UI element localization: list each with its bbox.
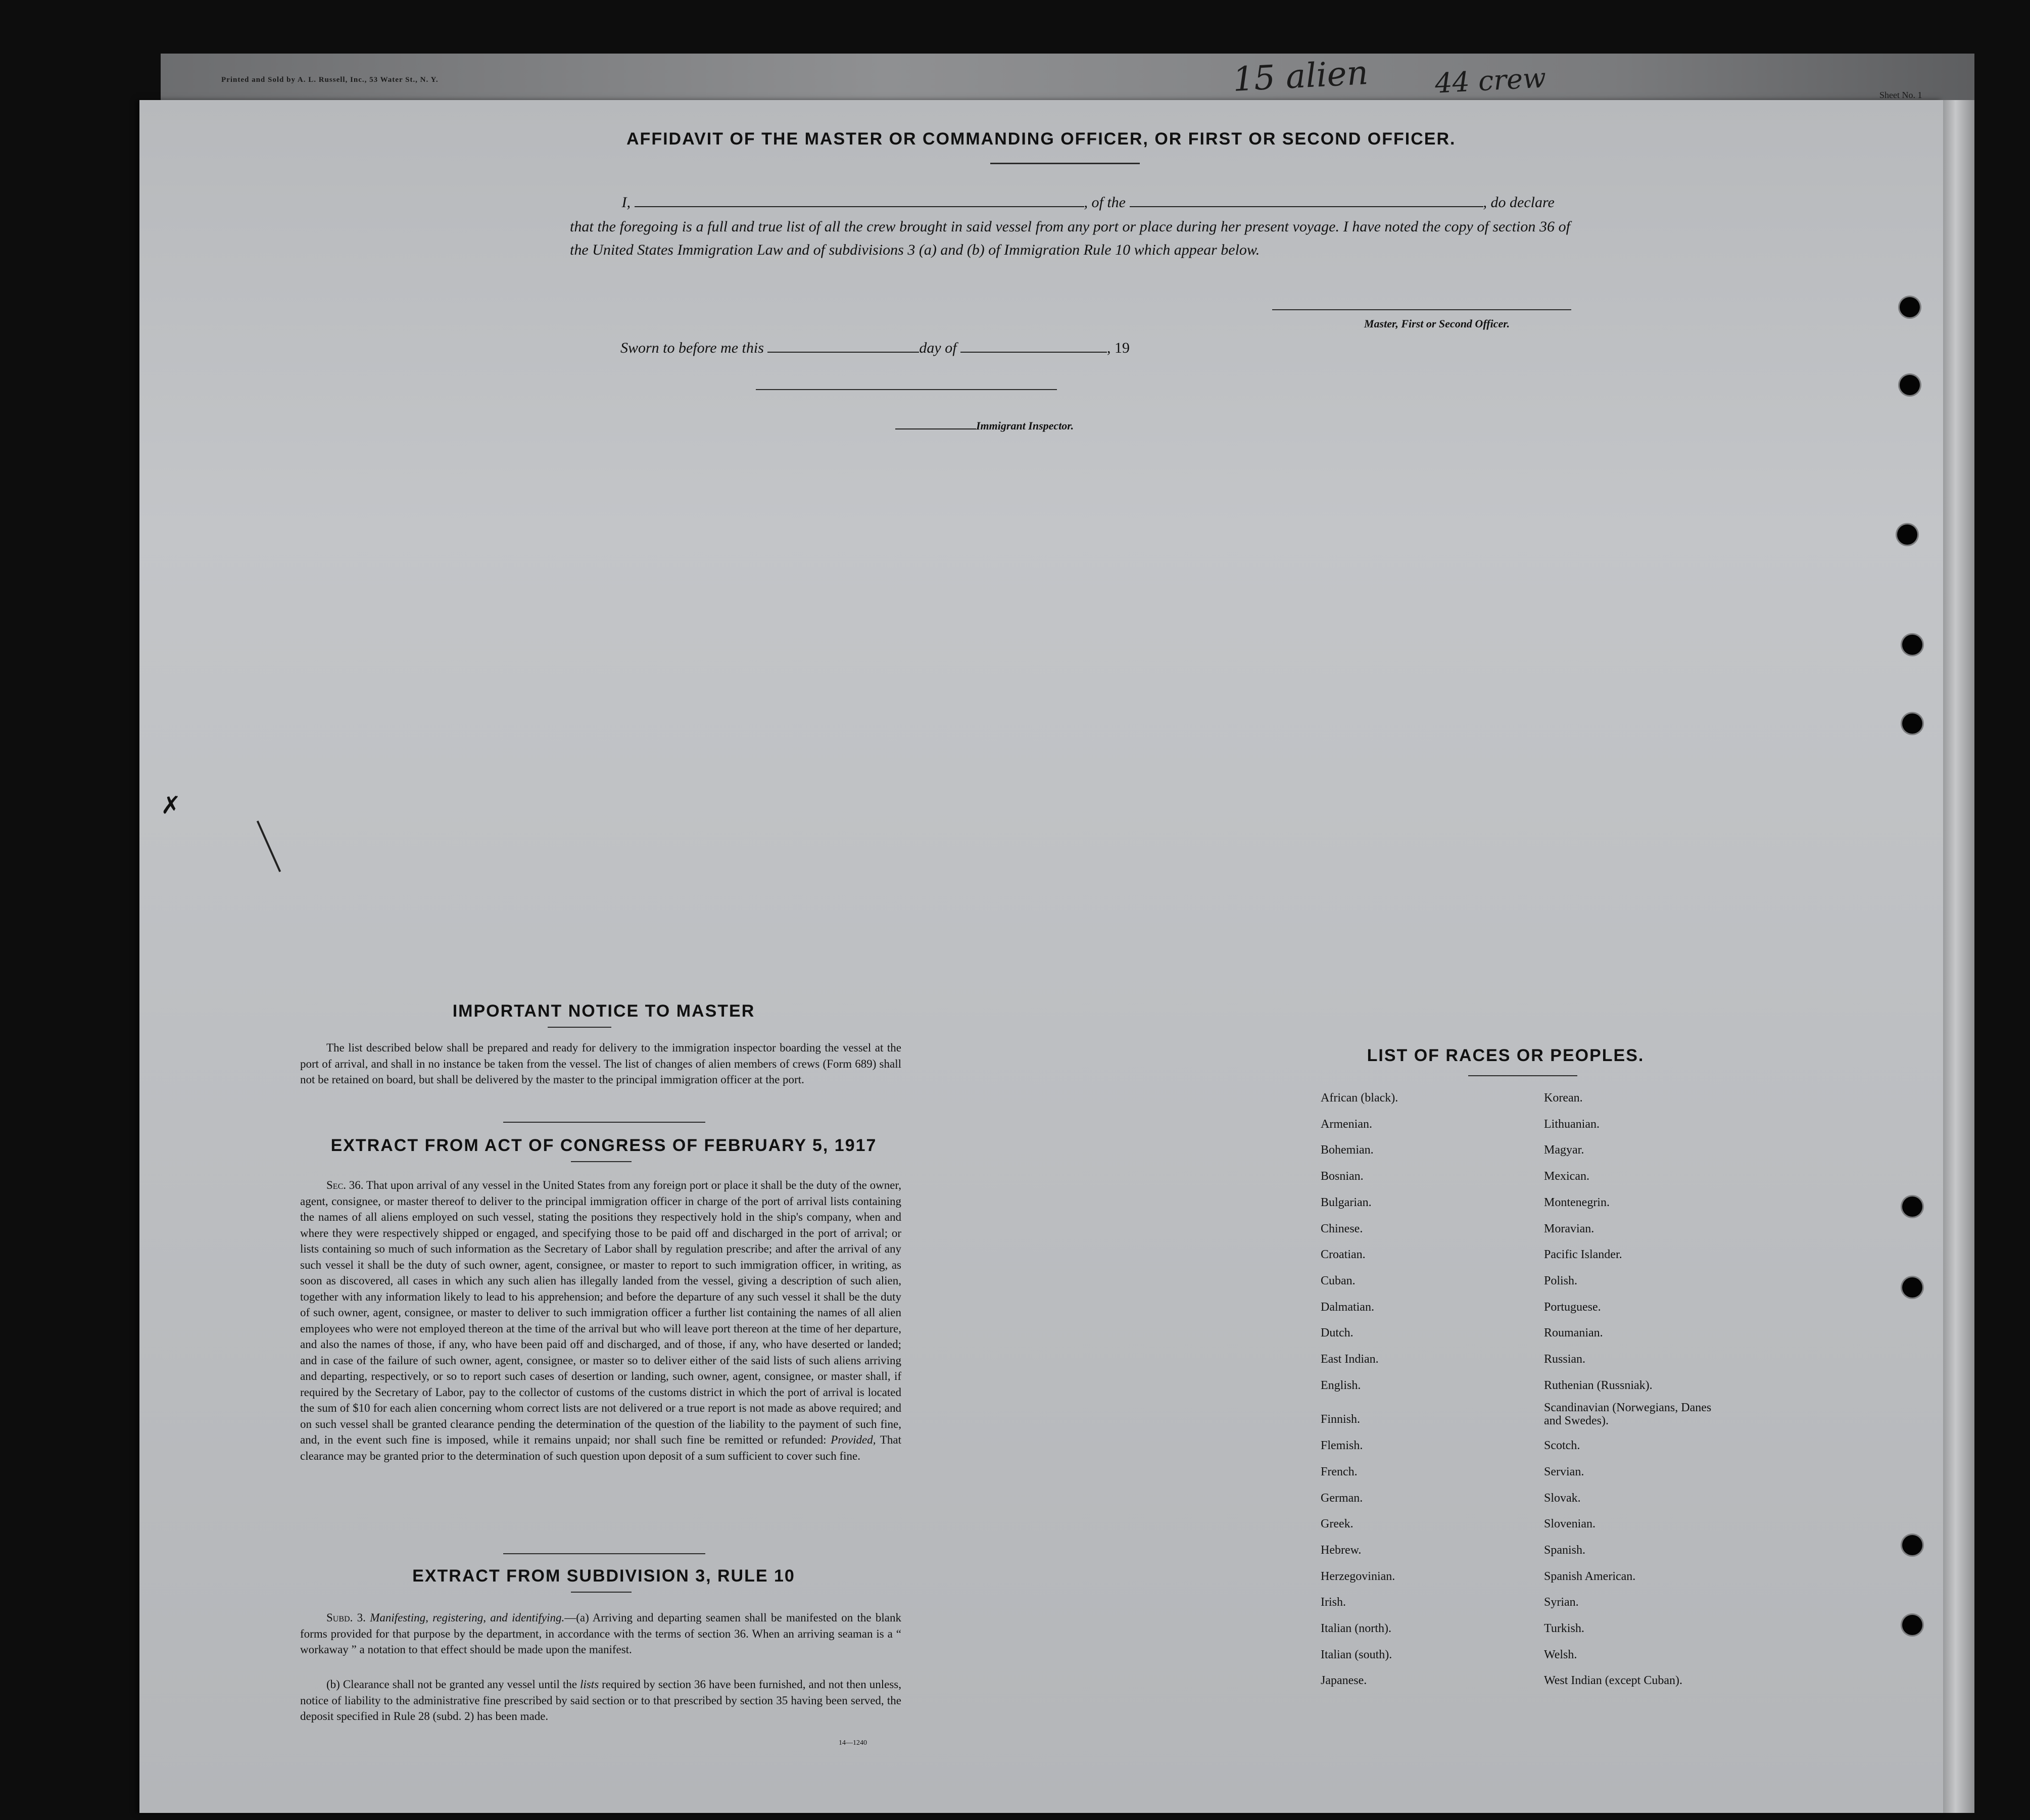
sworn-day-blank[interactable]: [767, 339, 919, 353]
inspector-label: Immigrant Inspector.: [976, 419, 1074, 432]
manifest-page: [139, 100, 1943, 1813]
subd-label: Subd. 3.: [326, 1611, 366, 1624]
binder-hole: [1902, 635, 1922, 655]
affidavit-declaration-line: [570, 193, 1580, 211]
act-extract-body: [300, 1177, 901, 1464]
race-item: Slovak.: [1544, 1491, 1581, 1505]
title-rule: [990, 163, 1140, 164]
race-item: Armenian.: [1321, 1117, 1372, 1131]
race-item: Spanish.: [1544, 1543, 1586, 1557]
inspector-signature-line[interactable]: [756, 389, 1057, 390]
inspector-line: [895, 419, 1074, 433]
master-name-blank[interactable]: [635, 193, 1084, 207]
race-item: African (black).: [1321, 1091, 1398, 1105]
vessel-name-blank[interactable]: [1130, 193, 1483, 207]
page-edge: [1943, 100, 1974, 1813]
handwritten-note-alien: 15 alien: [1232, 53, 1369, 99]
printer-line: Printed and Sold by A. L. Russell, Inc., 53 Water St., N. Y.: [221, 76, 439, 84]
provided-label: Provided,: [831, 1433, 876, 1446]
race-item: English.: [1321, 1378, 1361, 1392]
races-title: LIST OF RACES OR PEOPLES.: [1367, 1046, 1645, 1065]
notice-title-rule: [548, 1027, 611, 1028]
race-item: Montenegrin.: [1544, 1195, 1610, 1209]
affidavit-i-label: I,: [621, 194, 631, 211]
race-item: Herzegovinian.: [1321, 1569, 1395, 1583]
master-signature-label: Master, First or Second Officer.: [1364, 317, 1510, 330]
race-item: Polish.: [1544, 1274, 1578, 1287]
affidavit-title: AFFIDAVIT OF THE MASTER OR COMMANDING OFFICER, OR FIRST OR SECOND OFFICER.: [626, 129, 1456, 149]
rule-title-rule: [571, 1592, 632, 1593]
race-item: French.: [1321, 1465, 1358, 1478]
sworn-line: [620, 339, 1130, 357]
binder-hole: [1902, 1277, 1922, 1298]
subdivision-a: [300, 1610, 901, 1658]
race-item: Ruthenian (Russniak).: [1544, 1378, 1653, 1392]
subd-para-a: —(a) Arriving and departing seamen shall be manifested on the blank forms provided for that purpose by the department, in accordance with the terms of section 36. When an arriving seaman is a “ workaway ” a notation to that effect should be made upon the manifest.: [300, 1611, 902, 1656]
subd-heading: Manifesting, registering, and identifying.: [370, 1611, 565, 1624]
race-item: Finnish.: [1321, 1413, 1361, 1426]
race-item: Italian (north).: [1321, 1622, 1391, 1635]
binder-hole: [1902, 1615, 1922, 1635]
year-label: , 19: [1107, 340, 1130, 356]
race-item: West Indian (except Cuban).: [1544, 1674, 1682, 1688]
race-item: Moravian.: [1544, 1222, 1594, 1235]
race-item: Bulgarian.: [1321, 1195, 1372, 1209]
race-item: Greek.: [1321, 1517, 1354, 1531]
affidavit-of-the-label: , of the: [1084, 194, 1126, 211]
rule-extract-title: EXTRACT FROM SUBDIVISION 3, RULE 10: [412, 1566, 795, 1586]
section-divider: [503, 1122, 705, 1123]
races-title-rule: [1468, 1075, 1577, 1076]
notice-title: IMPORTANT NOTICE TO MASTER: [452, 1001, 755, 1021]
section-36-text: That upon arrival of any vessel in the United States from any foreign port or place it shall be the duty of the owner, agent, consignee, or master thereof to deliver to the principal immigration officer in charge of the port of arrival lists containing the names of all aliens employed on such vessel, stating the positions they respectively hold in the ship's company, when and where they were respectively shipped or engaged, and specifying those to be paid off and discharged in the port of arrival; or lists containing so much of such information as the Secretary of Labor shall by regulation prescribe; and after the arrival of any such vessel it shall be the duty of such owner, agent, consignee, or master to report to such immigration officer, in writing, as soon as discovered, all cases in which any such alien has illegally landed from the vessel, giving a description of such alien, together with any information likely to lead to his apprehension; and before the departure of any such vessel it shall be the duty of such owner, agent, consignee, or master to deliver to such immigration officer a further list containing the names of all alien employees who were not employed thereon at the time of the arrival but who will leave port thereon at the time of her departure, and also the names of those, if any, who have been paid off and discharged, and of those, if any, who have deserted or landed; and in case of the failure of such owner, agent, consignee, or master so to deliver either of the said lists of such aliens arriving and departing, respectively, or so to report such cases of desertion or landing, such owner, agent, consignee, or master shall, if required by the Secretary of Labor, pay to the collector of customs of the customs district in which the port of arrival is located the sum of $10 for each alien concerning whom correct lists are not delivered or a true report is not made as above required; and on such vessel shall be granted clearance pending the determination of the question of the liability to the payment of such fine, and, in the event such fine is imposed, while it remains unpaid; nor shall such fine be remitted or refunded:: [300, 1179, 901, 1446]
section-36-label: Sec. 36.: [326, 1179, 364, 1191]
race-item: Scotch.: [1544, 1439, 1580, 1453]
race-item: Turkish.: [1544, 1622, 1584, 1635]
race-item: Dutch.: [1321, 1326, 1354, 1340]
race-item: Cuban.: [1321, 1274, 1356, 1287]
inspector-blank[interactable]: [895, 420, 976, 429]
subdivision-b: [300, 1677, 901, 1725]
affidavit-declaration-text: that the foregoing is a full and true list of all the crew brought in said vessel from any port or place during her present voyage. I have noted the copy of section 36 of the United States Immigration Law and of subdivisions 3 (a) and (b) of Immigration Rule 10 which appear below.: [570, 218, 1570, 258]
binder-hole: [1902, 1535, 1922, 1555]
race-item: Chinese.: [1321, 1222, 1363, 1235]
binder-hole: [1902, 1196, 1922, 1217]
race-item: Welsh.: [1544, 1648, 1577, 1661]
race-item: Portuguese.: [1544, 1300, 1601, 1314]
form-number: 14—1240: [839, 1739, 867, 1747]
race-item: Croatian.: [1321, 1248, 1366, 1262]
act-title-rule: [571, 1161, 632, 1162]
race-item: Bohemian.: [1321, 1143, 1374, 1157]
race-item: Servian.: [1544, 1465, 1584, 1478]
day-of-label: day of: [919, 340, 957, 356]
sheet-label: Sheet No. 1: [1879, 90, 1922, 100]
notice-text: The list described below shall be prepared and ready for delivery to the immigration inspector boarding the vessel at the port of arrival, and shall in no instance be taken from the vessel. The list of changes of alien members of crews (Form 689) shall not be retained on board, but shall be delivered by the master to the principal immigration officer at the port.: [300, 1041, 901, 1086]
sworn-label: Sworn to before me this: [620, 340, 764, 356]
subd-para-b-suffix: required by section 36 have been furnished, and not then unless, notice of liability to the administrative fine prescribed by said section or to that prescribed by section 35 having been served, the deposit specified in Rule 28 (subd. 2) has been made.: [300, 1678, 901, 1722]
race-item: Spanish American.: [1544, 1569, 1636, 1583]
binder-hole: [1897, 524, 1917, 545]
ink-blot-mark: ✗: [161, 792, 181, 819]
race-item: Korean.: [1544, 1091, 1583, 1105]
binder-hole: [1900, 375, 1920, 395]
act-extract-title: EXTRACT FROM ACT OF CONGRESS OF FEBRUARY 5, 1917: [330, 1136, 877, 1155]
race-item: Roumanian.: [1544, 1326, 1603, 1340]
affidavit-do-declare-label: , do declare: [1483, 194, 1555, 211]
race-item: Dalmatian.: [1321, 1300, 1374, 1314]
race-item: Lithuanian.: [1544, 1117, 1600, 1131]
handwritten-note-crew: 44 crew: [1434, 62, 1547, 100]
race-item: Scandinavian (Norwegians, Danes and Swedes).: [1544, 1401, 1712, 1427]
race-item: Slovenian.: [1544, 1517, 1596, 1531]
race-item: Irish.: [1321, 1596, 1346, 1609]
provided-text: That clearance may be granted prior to the determination of such question upon deposit of a sum sufficient to cover such fine.: [300, 1433, 901, 1462]
race-item: Magyar.: [1544, 1143, 1584, 1157]
race-item: Syrian.: [1544, 1596, 1579, 1609]
race-item: Pacific Islander.: [1544, 1248, 1622, 1262]
master-signature-line[interactable]: [1272, 309, 1571, 310]
sworn-month-blank[interactable]: [960, 339, 1107, 353]
race-item: Hebrew.: [1321, 1543, 1362, 1557]
race-item: Russian.: [1544, 1353, 1586, 1366]
section-divider: [503, 1553, 705, 1554]
subd-para-b-prefix: (b) Clearance shall not be granted any vessel until the: [326, 1678, 577, 1691]
race-item: Flemish.: [1321, 1439, 1363, 1453]
subd-para-b-lists: lists: [580, 1678, 599, 1691]
race-item: Bosnian.: [1321, 1170, 1364, 1183]
race-item: Mexican.: [1544, 1170, 1589, 1183]
race-item: Japanese.: [1321, 1674, 1367, 1688]
race-item: East Indian.: [1321, 1353, 1379, 1366]
binder-hole: [1900, 297, 1920, 317]
race-item: Italian (south).: [1321, 1648, 1392, 1661]
race-item: German.: [1321, 1491, 1363, 1505]
binder-hole: [1902, 713, 1922, 734]
